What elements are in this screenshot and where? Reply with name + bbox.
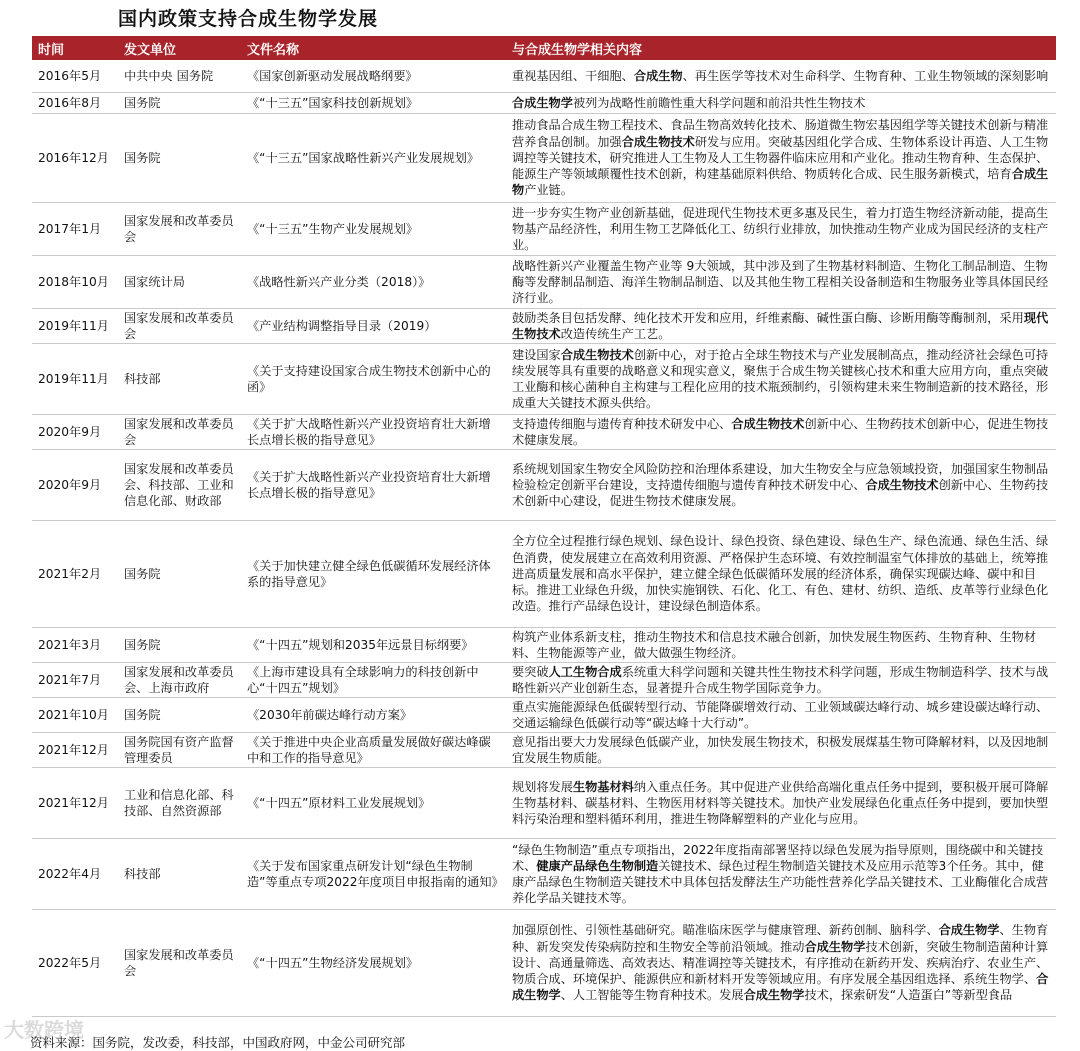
cell-org: 工业和信息化部、科技部、自然资源部: [124, 787, 234, 818]
content-emphasis: 合成生物学: [512, 95, 573, 110]
cell-doc: 《“十三五”国家战略性新兴产业发展规划》: [247, 150, 480, 165]
content-text: 技术，探索研发“人造蛋白”等新型食品: [804, 988, 1013, 1003]
cell-org: 国家发展和改革委员会、科技部、工业和信息化部、财政部: [124, 461, 234, 509]
cell-date: 2021年12月: [38, 742, 109, 757]
cell-org: 国务院: [124, 150, 161, 165]
table-row: [32, 344, 1056, 415]
policy-table: [32, 36, 1056, 1017]
cell-org: 国务院: [124, 95, 161, 110]
table-row: [32, 910, 1056, 1017]
cell-date: 2017年1月: [38, 221, 102, 236]
content-emphasis: 合成生物学: [938, 923, 1000, 938]
header-content: 与合成生物学相关内容: [512, 42, 643, 58]
cell-content: [506, 450, 1056, 520]
cell-content: [506, 415, 1056, 449]
cell-content: [506, 309, 1056, 343]
header-date: 时间: [38, 42, 65, 58]
content-text: 被列为战略性前瞻性重大科学问题和前沿共性生物技术: [572, 95, 866, 110]
cell-doc: 《“十三五”国家科技创新规划》: [247, 95, 419, 110]
content-emphasis: 合成生物: [512, 167, 1049, 198]
cell-content: [506, 203, 1056, 255]
cell-date: 2016年8月: [38, 95, 102, 110]
table-row: [32, 839, 1056, 910]
table-row: [32, 114, 1056, 203]
cell-doc: 《关于扩大战略性新兴产业投资培育壮大新增长点增长极的指导意见》: [247, 416, 491, 447]
content-emphasis: 合成生物学: [743, 988, 805, 1003]
content-text: 规划将发展: [512, 779, 573, 794]
cell-org: 国家发展和改革委员会: [124, 310, 234, 341]
cell-org: 国家统计局: [124, 274, 185, 289]
content-text: 创新中心、生物药技术创新中心，促进生物技术健康发展。: [512, 416, 1049, 447]
content-text: 、再生医学等技术对生命科学、生物育种、工业生物领域的深刻影响: [682, 68, 1049, 83]
content-text: 进一步夯实生物产业创新基础，促进现代生物技术更多惠及民生，着力打造生物经济新动能，提高生物基产品经济性，利用生物工艺降低化工、纺织行业排放，加快推动生物产业成为国民经济的支柱产业。: [512, 205, 1049, 253]
cell-doc: 《“十四五”规划和2035年远景目标纲要》: [247, 637, 474, 652]
cell-date: 2021年7月: [38, 672, 102, 687]
content-text: 意见指出要大力发展绿色低碳产业，加快发展生物技术，积极发展煤基生物可降解材料，以及因地制宜发展生物质能。: [512, 734, 1049, 765]
cell-content: [506, 663, 1056, 697]
cell-doc: 《战略性新兴产业分类（2018）》: [247, 274, 431, 289]
content-emphasis: 人工生物合成: [548, 664, 622, 679]
table-row: [32, 415, 1056, 450]
content-text: 改造传统生产工艺。: [560, 327, 671, 341]
content-text: 、人工智能等生物育种技术。发展: [560, 988, 744, 1003]
cell-doc: 《“十四五”原材料工业发展规划》: [247, 795, 431, 810]
cell-org: 国务院: [124, 637, 161, 652]
content-text: 系统重大科学问题和关键共性生物技术科学问题，形成生物制造科学、技术与战略性新兴产业创新生态，显著提升合成生物学国际竞争力。: [512, 664, 1049, 695]
cell-doc: 《“十三五”生物产业发展规划》: [247, 221, 419, 236]
content-text: 构筑产业体系新支柱，推动生物技术和信息技术融合创新，加快发展生物医药、生物育种、生物材料、生物能源等产业，做大做强生物经济。: [512, 629, 1037, 660]
cell-org: 国务院国有资产监督管理委员: [124, 734, 234, 765]
content-emphasis: 合成生物: [633, 68, 683, 83]
cell-content: [506, 256, 1056, 308]
cell-date: 2021年12月: [38, 795, 109, 810]
cell-date: 2019年11月: [38, 318, 109, 333]
cell-org: 国务院: [124, 707, 161, 722]
content-text: 战略性新兴产业覆盖生物产业等 9大领域，其中涉及到了生物基材料制造、生物化工制品制造、生物酶等发酵制品制造、海洋生物制品制造、以及其他生物工程相关设备制造和生物服务业等具体国民经济行业。: [512, 258, 1049, 306]
content-text: 重视基因组、干细胞、: [512, 68, 634, 83]
cell-content: [506, 60, 1056, 92]
cell-org: 国务院: [124, 566, 161, 581]
content-emphasis: 合成生物技术: [731, 416, 805, 431]
cell-doc: 《关于扩大战略性新兴产业投资培育壮大新增长点增长极的指导意见》: [247, 469, 491, 500]
content-text: 支持遗传细胞与遗传育种技术研发中心、: [512, 416, 732, 431]
content-text: 加强原创性、引领性基础研究。瞄准临床医学与健康管理、新药创制、脑科学、: [512, 923, 939, 938]
content-text: 鼓励类条目包括发酵、纯化技术开发和应用，纤维素酶、碱性蛋白酶、诊断用酶等酶制剂，采用: [512, 310, 1024, 325]
content-text: 、生物育种、新发突发传染病防控和生物安全等前沿领域。推动: [512, 923, 1049, 954]
cell-date: 2021年3月: [38, 637, 102, 652]
cell-org: 国家发展和改革委员会、上海市政府: [124, 664, 234, 695]
table-header: [32, 36, 1056, 60]
cell-date: 2016年5月: [38, 68, 102, 83]
content-emphasis: 合成生物技术: [865, 477, 939, 492]
table-row: [32, 60, 1056, 93]
cell-doc: 《上海市建设具有全球影响力的科技创新中心“十四五”规划》: [247, 664, 479, 695]
table-row: [32, 450, 1056, 521]
cell-date: 2018年10月: [38, 274, 109, 289]
content-emphasis: 合成生物学: [512, 972, 1049, 1003]
cell-org: 中共中央 国务院: [124, 68, 214, 83]
table-row: [32, 203, 1056, 256]
cell-content: [506, 733, 1056, 767]
table-row: [32, 733, 1056, 768]
table-row: [32, 768, 1056, 839]
table-body: [32, 60, 1056, 1017]
cell-date: 2019年11月: [38, 371, 109, 386]
cell-doc: 《“十四五”生物经济发展规划》: [247, 955, 419, 970]
cell-doc: 《2030年前碳达峰行动方案》: [247, 707, 413, 722]
source-note: 资料来源：国务院，发改委，科技部，中国政府网，中金公司研究部: [30, 1035, 406, 1050]
content-emphasis: 现代生物技术: [512, 310, 1049, 341]
cell-doc: 《产业结构调整指导目录（2019）: [247, 318, 437, 333]
content-text: 产业链。: [524, 183, 573, 198]
table-row: [32, 628, 1056, 663]
cell-content: [506, 910, 1056, 1016]
content-text: 全方位全过程推行绿色规划、绿色设计、绿色投资、绿色建设、绿色生产、绿色流通、绿色生活、绿色消费，使发展建立在高效利用资源、严格保护生态环境、有效控制温室气体排放的基础上，统筹推进高质量发展和高水平保护，建立健全绿色低碳循环发展的经济体系，确保实现碳达峰、碳中和目标。推进工业绿色升级，加快实施钢铁、石化、化工、有色、建材、纺织、造纸、皮革等行业绿色化改造。推行产品绿色设计，建设绿色制造体系。: [512, 534, 1049, 614]
content-text: 系统规划国家生物安全风险防控和治理体系建设，加大生物安全与应急领域投资，加强国家生物制品检验检定创新平台建设，支持遗传细胞与遗传育种技术研发中心、: [512, 461, 1049, 492]
content-text: 创新中心，对于抢占全球生物技术与产业发展制高点，推动经济社会绿色可持续发展等具有重要的战略意义和现实意义，聚焦于合成生物关键核心技术和重大应用方向，重点突破工业酶和核心菌种自主构建与工程化应用的技术瓶颈制约，引领构建未来生物制造新的技术路径，形成重大关键技术源头供给。: [512, 347, 1049, 411]
cell-date: 2020年9月: [38, 424, 102, 439]
content-emphasis: 合成生物学: [804, 939, 866, 954]
header-doc: 文件名称: [247, 42, 300, 58]
content-text: 重点实施能源绿色低碳转型行动、节能降碳增效行动、工业领域碳达峰行动、城乡建设碳达峰行动、交通运输绿色低碳行动等“碳达峰十大行动”。: [512, 699, 1049, 730]
content-text: 技术创新，突破生物制造菌种计算设计、高通量筛选、高效表达、精准调控等关键技术，有序推动在新药开发、疾病治疗、农业生产、物质合成、环境保护、能源供应和新材料开发等领域应用。有序发展全基因组选择、系统生物学、: [512, 939, 1049, 987]
content-text: 建设国家: [512, 347, 561, 362]
content-emphasis: 健康产品绿色生物制造: [536, 858, 659, 873]
content-text: 研发与应用。突破基因组化学合成、生物体系设计再造、人工生物调控等关键技术，研究推进人工生物及人工生物器件临床应用和产业化。推动生物育种、生态保护、能源生产等领域颠覆性技术创新，构建基础原料供给、物质转化合成、民生服务新模式，培育: [512, 134, 1049, 182]
table-row: [32, 698, 1056, 733]
table-row: [32, 663, 1056, 698]
watermark: 大数跨境: [4, 1018, 84, 1042]
cell-doc: 《关于发布国家重点研发计划“绿色生物制造”等重点专项2022年度项目申报指南的通知》: [247, 858, 504, 889]
cell-doc: 《国家创新驱动发展战略纲要》: [247, 68, 418, 83]
cell-content: [506, 768, 1056, 838]
cell-doc: 《关于加快建立健全绿色低碳循环发展经济体系的指导意见》: [247, 558, 491, 589]
cell-date: 2022年5月: [38, 955, 102, 970]
cell-content: [506, 698, 1056, 732]
table-row: [32, 256, 1056, 309]
cell-doc: 《关于支持建设国家合成生物技术创新中心的函》: [247, 363, 491, 394]
cell-content: [506, 114, 1056, 202]
content-text: 推动食品合成生物工程技术、食品生物高效转化技术、肠道微生物宏基因组学等关键技术创新与精准营养食品创制。加强: [512, 118, 1049, 149]
cell-date: 2021年10月: [38, 707, 109, 722]
cell-date: 2022年4月: [38, 866, 102, 881]
page-title: 国内政策支持合成生物学发展: [118, 8, 379, 30]
content-text: 要突破: [512, 664, 549, 679]
cell-doc: 《关于推进中央企业高质量发展做好碳达峰碳中和工作的指导意见》: [247, 734, 491, 765]
content-text: “绿色生物制造”重点专项指出，2022年度指南部署坚持以绿色发展为指导原则，围绕碳中和关键技术、: [512, 842, 1044, 873]
cell-org: 国家发展和改革委员会: [124, 947, 234, 978]
cell-date: 2016年12月: [38, 150, 109, 165]
content-text: 关键技术、绿色过程生物制造关键技术及应用示范等3个任务。其中，健康产品绿色生物制造关键技术中具体包括发酵法生产功能性营养化学品关键技术、工业酶催化合成营养化学品关键技术等。: [512, 858, 1049, 906]
table-row: [32, 521, 1056, 628]
cell-org: 科技部: [124, 866, 161, 881]
table-row: [32, 93, 1056, 114]
cell-org: 国家发展和改革委员会: [124, 213, 234, 244]
content-emphasis: 生物基材料: [572, 779, 634, 794]
cell-org: 科技部: [124, 371, 161, 386]
header-org: 发文单位: [124, 42, 177, 58]
cell-date: 2020年9月: [38, 477, 102, 492]
cell-content: [506, 839, 1056, 909]
content-emphasis: 合成生物技术: [560, 347, 634, 362]
content-emphasis: 合成生物技术: [621, 134, 695, 149]
content-text: 创新中心、生物药技术创新中心建设，促进生物技术健康发展。: [512, 477, 1049, 509]
cell-content: [506, 93, 1056, 113]
cell-content: [506, 521, 1056, 627]
table-row: [32, 309, 1056, 344]
content-text: 纳入重点任务。其中促进产业供给高端化重点任务中提到，要积极开展可降解生物基材料、碳基材料、生物医用材料等关键技术。加快产业发展绿色化重点任务中提到，要加快塑料污染治理和塑料循环利用，推进生物降解塑料的产业化与应用。: [512, 779, 1049, 827]
cell-org: 国家发展和改革委员会: [124, 416, 234, 447]
cell-content: [506, 344, 1056, 414]
cell-content: [506, 628, 1056, 662]
cell-date: 2021年2月: [38, 566, 102, 581]
